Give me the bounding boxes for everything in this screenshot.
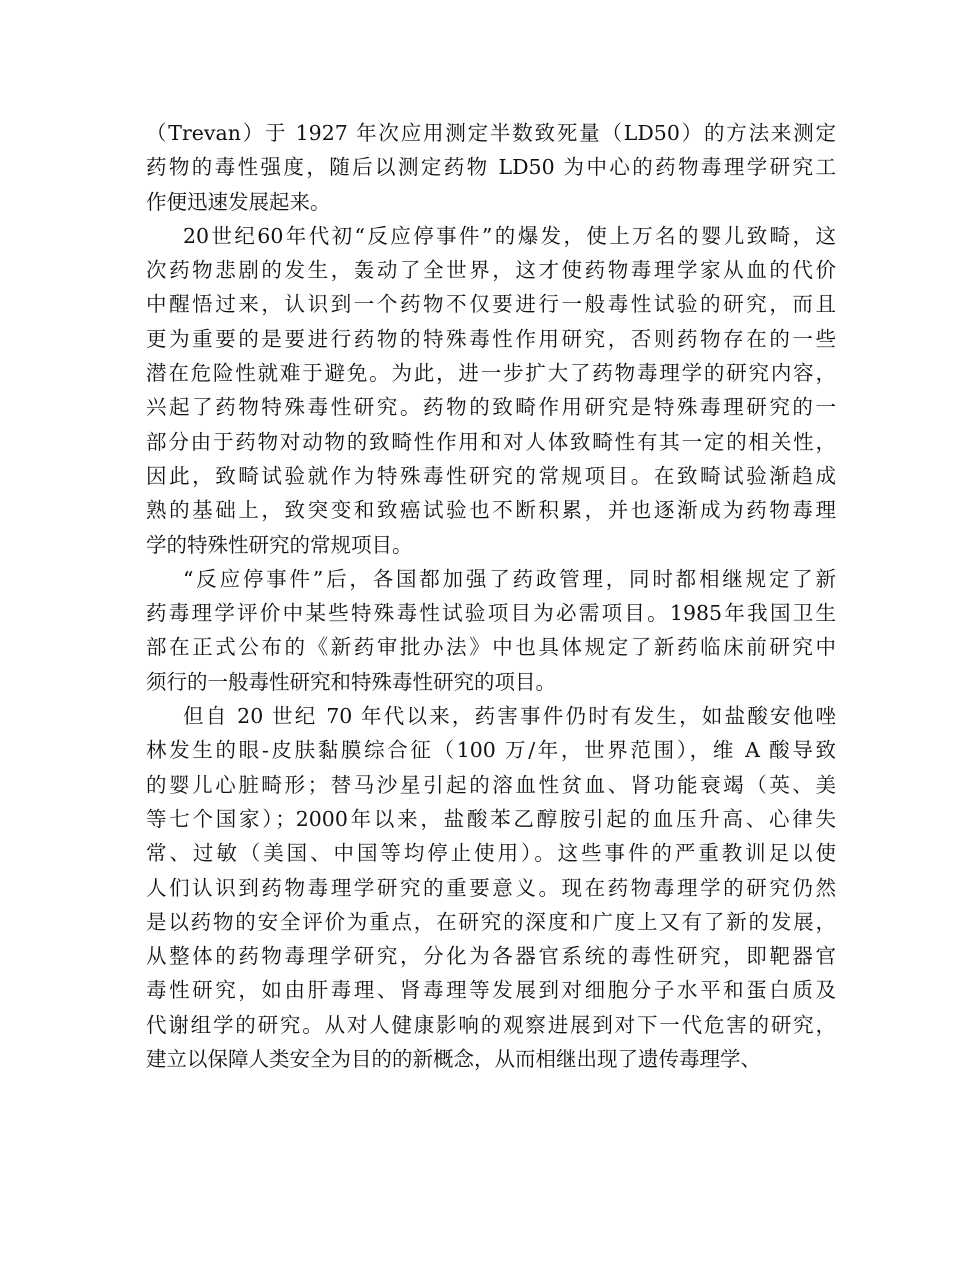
- text-line: 药物的毒性强度，随后以测定药物 LD50 为中心的药物毒理学研究工: [146, 155, 836, 180]
- text-line: 部在正式公布的《新药审批办法》中也具体规定了新药临床前研究中: [146, 635, 836, 660]
- text-line: 部分由于药物对动物的致畸性作用和对人体致畸性有其一定的相关性，: [146, 429, 836, 454]
- text-line: 次药物悲剧的发生，轰动了全世界，这才使药物毒理学家从血的代价: [146, 258, 836, 283]
- text-line: 更为重要的是要进行药物的特殊毒性作用研究，否则药物存在的一些: [146, 326, 836, 351]
- text-line: 常、过敏（美国、中国等均停止使用）。这些事件的严重教训足以使: [146, 841, 836, 866]
- text-line: “反应停事件”后，各国都加强了药政管理，同时都相继规定了新: [183, 566, 836, 591]
- text-line: 建立以保障人类安全为目的的新概念，从而相继出现了遗传毒理学、: [146, 1047, 761, 1072]
- text-line: 20世纪60年代初“反应停事件”的爆发，使上万名的婴儿致畸，这: [183, 223, 836, 248]
- document-page: [146, 116, 836, 1076]
- text-line: 但自 20 世纪 70 年代以来，药害事件仍时有发生，如盐酸安他唑: [183, 704, 836, 729]
- text-line: 人们认识到药物毒理学研究的重要意义。现在药物毒理学的研究仍然: [146, 875, 836, 900]
- paragraph-2: [146, 219, 836, 562]
- text-line: 毒性研究，如由肝毒理、肾毒理等发展到对细胞分子水平和蛋白质及: [146, 978, 836, 1003]
- text-line: 代谢组学的研究。从对人健康影响的观察进展到对下一代危害的研究，: [146, 1012, 836, 1037]
- text-line: 等七个国家）；2000年以来，盐酸苯乙醇胺引起的血压升高、心律失: [146, 806, 836, 831]
- text-line: 作便迅速发展起来。: [146, 189, 331, 214]
- paragraph-3: [146, 562, 836, 699]
- text-line: 药毒理学评价中某些特殊毒性试验项目为必需项目。1985年我国卫生: [146, 601, 836, 626]
- text-line: 林发生的眼-皮肤黏膜综合征（100 万/年，世界范围），维 A 酸导致: [146, 738, 836, 763]
- text-line: 的婴儿心脏畸形；替马沙星引起的溶血性贫血、肾功能衰竭（英、美: [146, 772, 836, 797]
- paragraph-1: [146, 116, 836, 219]
- text-line: 是以药物的安全评价为重点，在研究的深度和广度上又有了新的发展，: [146, 909, 836, 934]
- text-line: 须行的一般毒性研究和特殊毒性研究的项目。: [146, 669, 556, 694]
- text-line: 因此，致畸试验就作为特殊毒性研究的常规项目。在致畸试验渐趋成: [146, 463, 836, 488]
- text-line: 兴起了药物特殊毒性研究。药物的致畸作用研究是特殊毒理研究的一: [146, 395, 836, 420]
- text-line: （Trevan）于 1927 年次应用测定半数致死量（LD50）的方法来测定: [146, 121, 836, 145]
- text-line: 潜在危险性就难于避免。为此，进一步扩大了药物毒理学的研究内容，: [146, 361, 836, 386]
- text-line: 熟的基础上，致突变和致癌试验也不断积累，并也逐渐成为药物毒理: [146, 498, 836, 523]
- text-line: 中醒悟过来，认识到一个药物不仅要进行一般毒性试验的研究，而且: [146, 292, 836, 317]
- paragraph-4: [146, 699, 836, 1076]
- text-line: 学的特殊性研究的常规项目。: [146, 532, 413, 557]
- text-line: 从整体的药物毒理学研究，分化为各器官系统的毒性研究，即靶器官: [146, 944, 836, 969]
